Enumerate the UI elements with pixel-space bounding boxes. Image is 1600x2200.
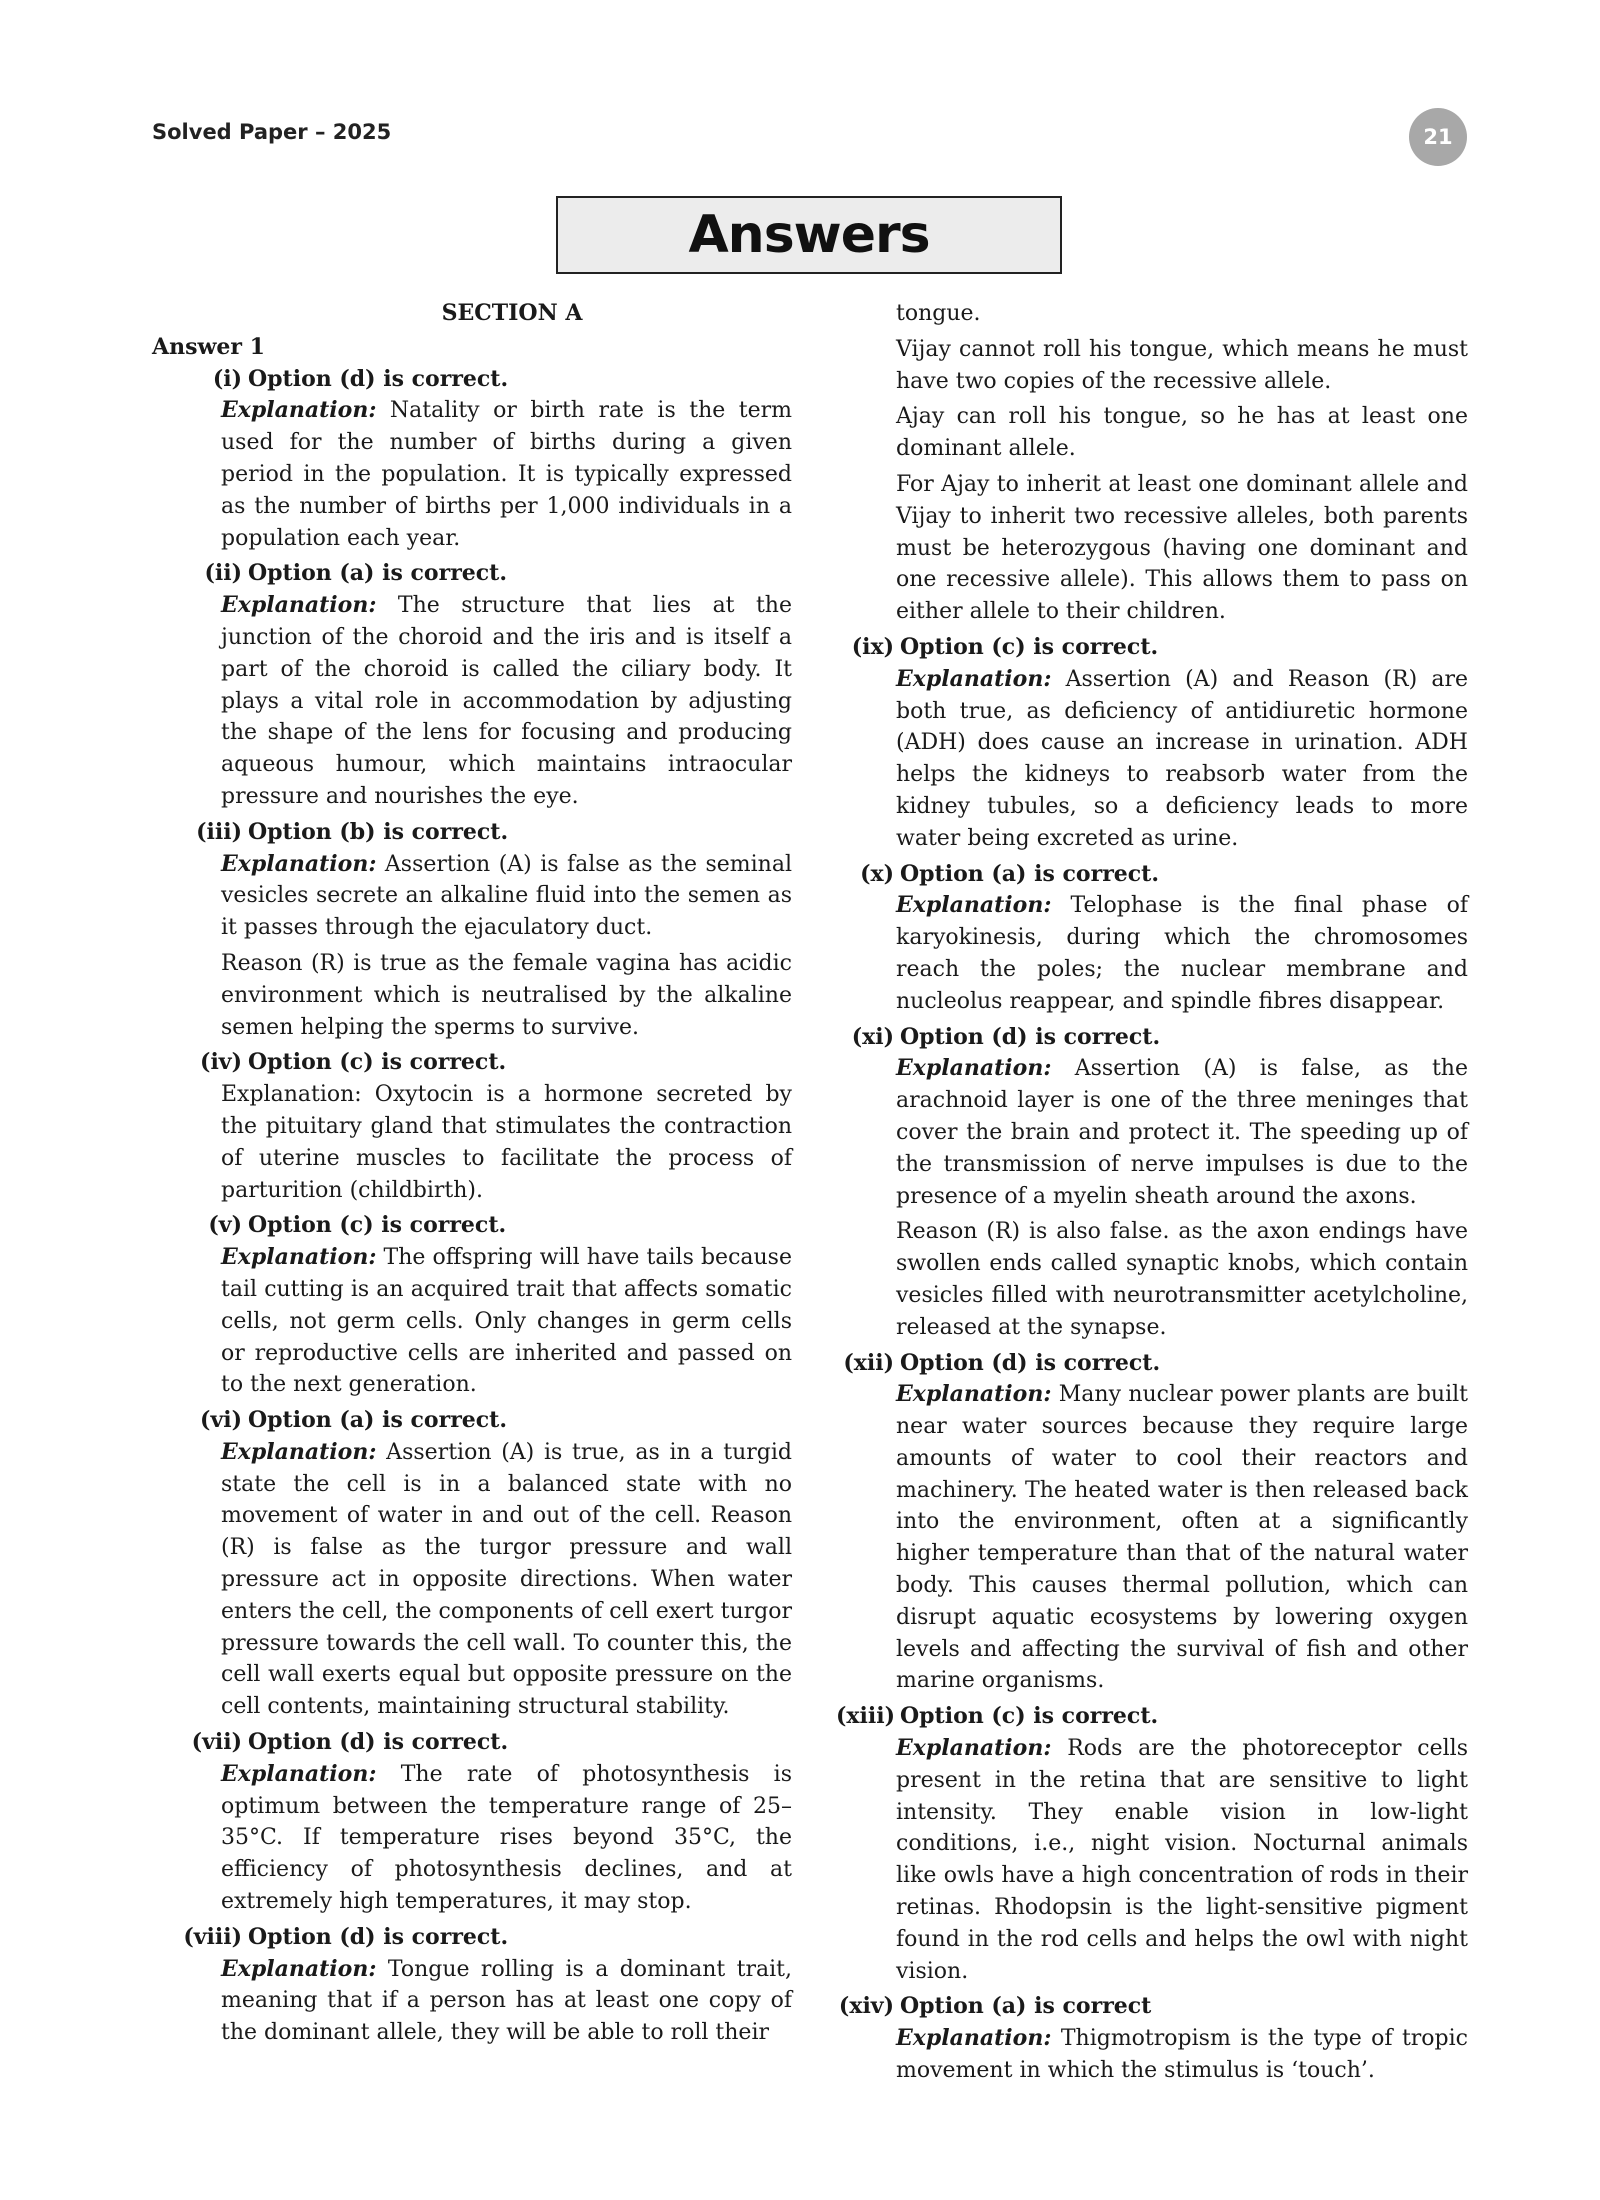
option-line — [152, 1047, 792, 1079]
continued-paragraph: tongue. — [896, 301, 981, 326]
explanation-paragraph — [896, 1379, 1468, 1697]
continued-paragraph: Vijay cannot roll his tongue, which means he must have two copies of the recessive allele. — [896, 336, 1468, 394]
continued-paragraph: For Ajay to inherit at least one dominant allele and Vijay to inherit two recessive alleles, both parents must be heterozygous (having one dominant and one recessive allele). This allows them to pass on either allele to their children. — [896, 471, 1468, 625]
explanation-text: Natality or birth rate is the term used for the number of births during a given period in the population. It is typically expressed as the number of births per 1,000 individuals in a population each year. — [221, 398, 792, 551]
explanation-paragraph — [896, 1216, 1468, 1343]
answer-item — [836, 1991, 1468, 2086]
continued-paragraph: Ajay can roll his tongue, so he has at least one dominant allele. — [896, 404, 1468, 462]
page-title: Answers — [688, 205, 930, 265]
explanation-label: Explanation: — [896, 2025, 1052, 2052]
explanation-text: Thigmotropism is the type of tropic movement in which the stimulus is ‘touch’. — [896, 2026, 1468, 2084]
answer-item — [152, 1047, 792, 1206]
option-line — [836, 859, 1468, 891]
explanation-text: Reason (R) is true as the female vagina has acidic environment which is neutralised by the alkaline semen helping the sperms to survive. — [221, 950, 792, 1040]
correct-option: Option (a) is correct. — [248, 1407, 507, 1434]
explanation-paragraph — [221, 849, 792, 944]
explanation-text: Explanation: Oxytocin is a hormone secreted by the pituitary gland that stimulates the contraction of uterine muscles to facilitate the process of parturition (childbirth). — [221, 1082, 792, 1203]
explanation-paragraph — [896, 664, 1468, 855]
answers-title-box — [556, 196, 1062, 274]
explanation-text: Assertion (A) is false, as the arachnoid layer is one of the three meninges that cover the brain and protect it. The speeding up of the transmission of nerve impulses is due to the presence of a myelin sheath around the axons. — [896, 1056, 1468, 1209]
correct-option: Option (c) is correct. — [248, 1049, 507, 1076]
correct-option: Option (d) is correct. — [900, 1349, 1161, 1376]
answer-item — [152, 558, 792, 812]
question-number: (vii) — [191, 1729, 242, 1756]
option-line — [836, 1348, 1468, 1380]
answer-item — [836, 1701, 1468, 1987]
explanation-text: Many nuclear power plants are built near water sources because they require large amounts of water to cool their reactors and machinery. The heated water is then released back into the environment, often at a significantly higher temperature than that of the natural water body. This causes thermal pollution, which can disrupt aquatic ecosystems by lowering oxygen levels and affecting the survival of fish and other marine organisms. — [896, 1382, 1468, 1694]
explanation-label: Explanation: — [221, 397, 377, 424]
explanation-paragraph — [896, 890, 1468, 1017]
explanation-paragraph — [221, 1079, 792, 1206]
answer-item — [836, 859, 1468, 1018]
option-line — [836, 1991, 1468, 2023]
explanation-paragraph — [221, 395, 792, 554]
answer-item — [836, 1022, 1468, 1344]
option-line — [152, 1922, 792, 1954]
explanation-text: The structure that lies at the junction of the choroid and the iris and is itself a part of the choroid is called the ciliary body. It plays a vital role in accommodation by adjusting the shape of the lens for focusing and producing aqueous humour, which maintains intraocular pressure and nourishes the eye. — [221, 593, 792, 809]
explanation-text: Assertion (A) is true, as in a turgid state the cell is in a balanced state with no movement of water in and out of the cell. Reason (R) is false as the turgor pressure and wall pressure act in opposite directions. When water enters the cell, the components of cell exert turgor pressure towards the cell wall. To counter this, the cell wall exerts equal but opposite pressure on the cell contents, maintaining structural stability. — [221, 1439, 792, 1720]
correct-option: Option (d) is correct. — [248, 1729, 509, 1756]
question-number: (xi) — [851, 1023, 894, 1050]
explanation-text: Assertion (A) is false as the seminal vesicles secrete an alkaline fluid into the semen as it passes through the ejaculatory duct. — [221, 851, 792, 941]
correct-option: Option (a) is correct — [900, 1993, 1152, 2020]
left-answers — [152, 364, 792, 2049]
explanation-label: Explanation: — [896, 665, 1052, 692]
correct-option: Option (a) is correct. — [248, 560, 507, 587]
explanation-label: Explanation: — [896, 1381, 1052, 1408]
question-number: (xiv) — [838, 1993, 894, 2020]
correct-option: Option (c) is correct. — [900, 633, 1159, 660]
explanation-label: Explanation: — [896, 1055, 1052, 1082]
correct-option: Option (d) is correct. — [248, 1923, 509, 1950]
option-line — [836, 1701, 1468, 1733]
option-line — [836, 632, 1468, 664]
running-header: Solved Paper – 2025 — [152, 120, 392, 144]
explanation-paragraph — [896, 2023, 1468, 2087]
explanation-paragraph — [221, 948, 792, 1043]
section-title: SECTION A — [441, 300, 583, 326]
explanation-label: Explanation: — [896, 1735, 1052, 1762]
question-number: (xiii) — [836, 1703, 896, 1730]
answer-item — [152, 1210, 792, 1401]
question-number: (x) — [860, 860, 894, 887]
explanation-paragraph — [221, 1954, 792, 2049]
correct-option: Option (d) is correct. — [900, 1023, 1161, 1050]
explanation-text: Reason (R) is also false. as the axon endings have swollen ends called synaptic knobs, which contain vesicles filled with neurotransmitter acetylcholine, released at the synapse. — [896, 1219, 1468, 1340]
option-line — [836, 1022, 1468, 1054]
explanation-label: Explanation: — [221, 1438, 377, 1465]
option-line — [152, 364, 792, 396]
explanation-label: Explanation: — [221, 1244, 377, 1271]
explanation-label: Explanation: — [221, 1760, 377, 1787]
correct-option: Option (d) is correct. — [248, 365, 509, 392]
page-number-badge: 21 — [1409, 108, 1467, 166]
option-line — [152, 1210, 792, 1242]
explanation-label: Explanation: — [221, 592, 377, 619]
answer-item — [152, 1727, 792, 1918]
explanation-text: Rods are the photoreceptor cells present in the retina that are sensitive to light intensity. They enable vision in low-light conditions, i.e., night vision. Nocturnal animals like owls have a high concentration of rods in their retinas. Rhodopsin is the light-sensitive pigment found in the rod cells and helps the owl with night vision. — [896, 1736, 1468, 1984]
explanation-label: Explanation: — [221, 850, 377, 877]
answer-item — [152, 817, 792, 1044]
explanation-paragraph — [221, 1437, 792, 1723]
explanation-text: The offspring will have tails because tail cutting is an acquired trait that affects somatic cells, not germ cells. Only changes in germ cells or reproductive cells are inherited and passed on to the next generation. — [221, 1245, 792, 1398]
question-number: (i) — [212, 365, 242, 392]
answer-item — [152, 1922, 792, 2049]
explanation-paragraph — [221, 1242, 792, 1401]
answer-item — [836, 632, 1468, 855]
option-line — [152, 1405, 792, 1437]
explanation-text: Telophase is the final phase of karyokinesis, during which the chromosomes reach the poles; the nuclear membrane and nucleolus reappear, and spindle fibres disappear. — [896, 893, 1468, 1014]
question-number: (xii) — [843, 1349, 894, 1376]
answer-heading: Answer 1 — [152, 333, 265, 360]
question-number: (iv) — [200, 1049, 242, 1076]
answer-item — [152, 1405, 792, 1723]
question-number: (ii) — [204, 560, 242, 587]
option-line — [152, 1727, 792, 1759]
question-number: (iii) — [196, 818, 242, 845]
explanation-paragraph — [221, 590, 792, 813]
answer-item — [152, 364, 792, 555]
explanation-paragraph — [896, 1733, 1468, 1987]
question-number: (viii) — [183, 1923, 242, 1950]
correct-option: Option (a) is correct. — [900, 860, 1159, 887]
explanation-text: Tongue rolling is a dominant trait, meaning that if a person has at least one copy of the dominant allele, they will be able to roll their — [221, 1956, 792, 2046]
option-line — [152, 558, 792, 590]
correct-option: Option (b) is correct. — [248, 818, 509, 845]
continuation-text — [836, 298, 1468, 628]
explanation-text: Assertion (A) and Reason (R) are both true, as deficiency of antidiuretic hormone (ADH) does cause an increase in urination. ADH helps the kidneys to reabsorb water from the kidney tubules, so a deficiency leads to more water being excreted as urine. — [896, 666, 1468, 851]
question-number: (ix) — [851, 633, 894, 660]
explanation-label: Explanation: — [896, 892, 1052, 919]
right-column — [836, 298, 1468, 2091]
explanation-text: The rate of photosynthesis is optimum between the temperature range of 25–35°C. If temperature rises beyond 35°C, the efficiency of photosynthesis declines, and at extremely high temperatures, it may stop. — [221, 1761, 792, 1915]
question-number: (vi) — [200, 1407, 242, 1434]
explanation-label: Explanation: — [221, 1955, 377, 1982]
option-line — [152, 817, 792, 849]
explanation-paragraph — [221, 1759, 792, 1918]
explanation-paragraph — [896, 1053, 1468, 1212]
right-answers — [836, 632, 1468, 2087]
answer-item — [836, 1348, 1468, 1698]
correct-option: Option (c) is correct. — [900, 1703, 1159, 1730]
correct-option: Option (c) is correct. — [248, 1212, 507, 1239]
question-number: (v) — [208, 1212, 242, 1239]
left-column — [152, 298, 792, 2053]
